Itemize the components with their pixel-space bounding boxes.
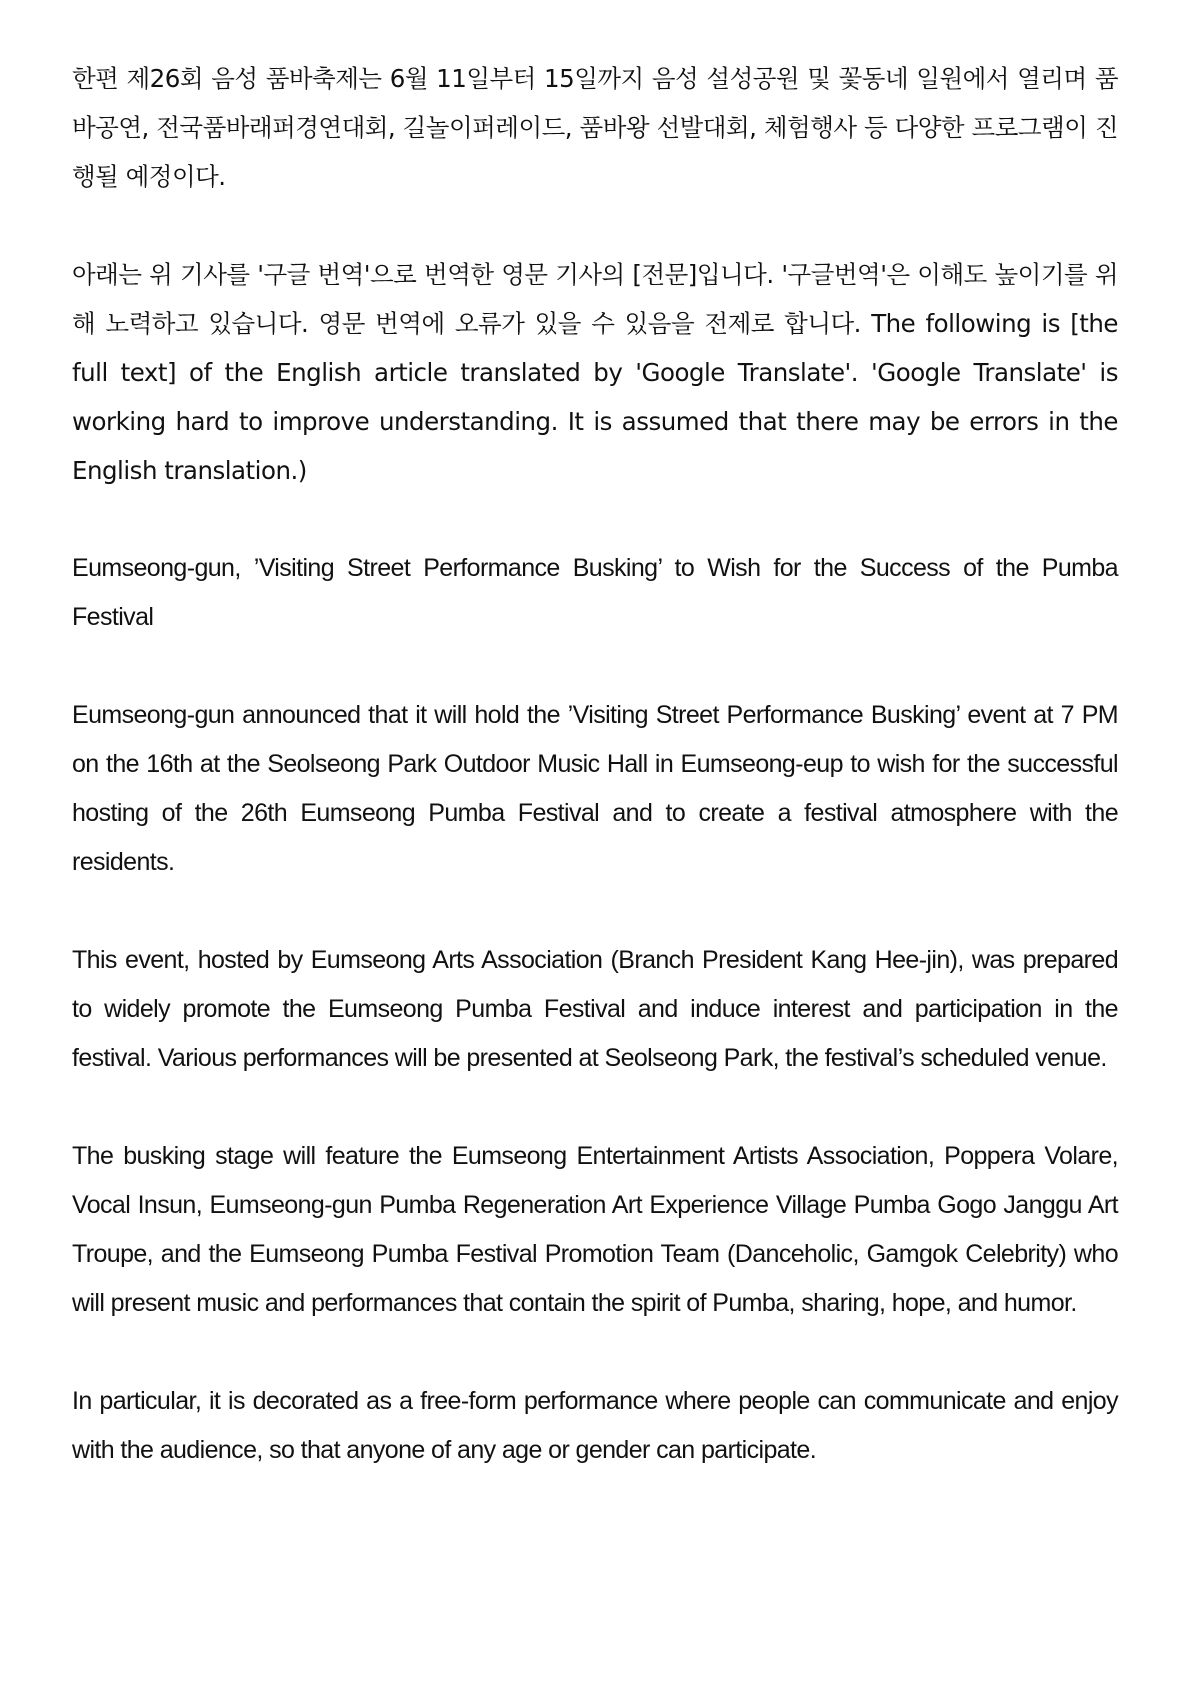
paragraph-performers: The busking stage will feature the Eumseong Entertainment Artists Association, Poppera Volare, Vocal Insun, Eumseong-gun Pumba Regeneration Art Experience Village Pumba Gogo Janggu Art Troupe, and the Eumseong Pumba Festival Promotion Team (Danceholic, Gamgok Celebrity) who will present music and performances that contain the spirit of Pumba, sharing, hope, and humor. <box>72 1142 1118 1317</box>
paragraph-article-headline: Eumseong-gun, ’Visiting Street Performance Busking’ to Wish for the Success of the Pumba Festival <box>72 554 1118 631</box>
paragraph-translation-notice: 아래는 위 기사를 '구글 번역'으로 번역한 영문 기사의 [전문]입니다. '구글번역'은 이해도 높이기를 위해 노력하고 있습니다. 영문 번역에 오류가 있을 수 있음을 전제로 합니다. The following is [the full text] of the English article translated by 'Google Translate'. 'Google Translate' is working hard to improve understanding. It is assumed that there may be errors in the English translation.) <box>72 260 1118 485</box>
paragraph-event-announcement: Eumseong-gun announced that it will hold the ’Visiting Street Performance Busking’ event at 7 PM on the 16th at the Seolseong Park Outdoor Music Hall in Eumseong-eup to wish for the successful hosting of the 26th Eumseong Pumba Festival and to create a festival atmosphere with the residents. <box>72 701 1118 876</box>
paragraph-korean-festival-schedule: 한편 제26회 음성 품바축제는 6월 11일부터 15일까지 음성 설성공원 및 꽃동네 일원에서 열리며 품바공연, 전국품바래퍼경연대회, 길놀이퍼레이드, 품바왕 선발대회, 체험행사 등 다양한 프로그램이 진행될 예정이다. <box>72 64 1118 191</box>
paragraph-event-host: This event, hosted by Eumseong Arts Association (Branch President Kang Hee-jin), was prepared to widely promote the Eumseong Pumba Festival and induce interest and participation in the festival. Various performances will be presented at Seolseong Park, the festival’s scheduled venue. <box>72 946 1118 1072</box>
document-body <box>72 54 1118 1524</box>
paragraph-free-form-performance: In particular, it is decorated as a free-form performance where people can communicate and enjoy with the audience, so that anyone of any age or gender can participate. <box>72 1387 1118 1464</box>
